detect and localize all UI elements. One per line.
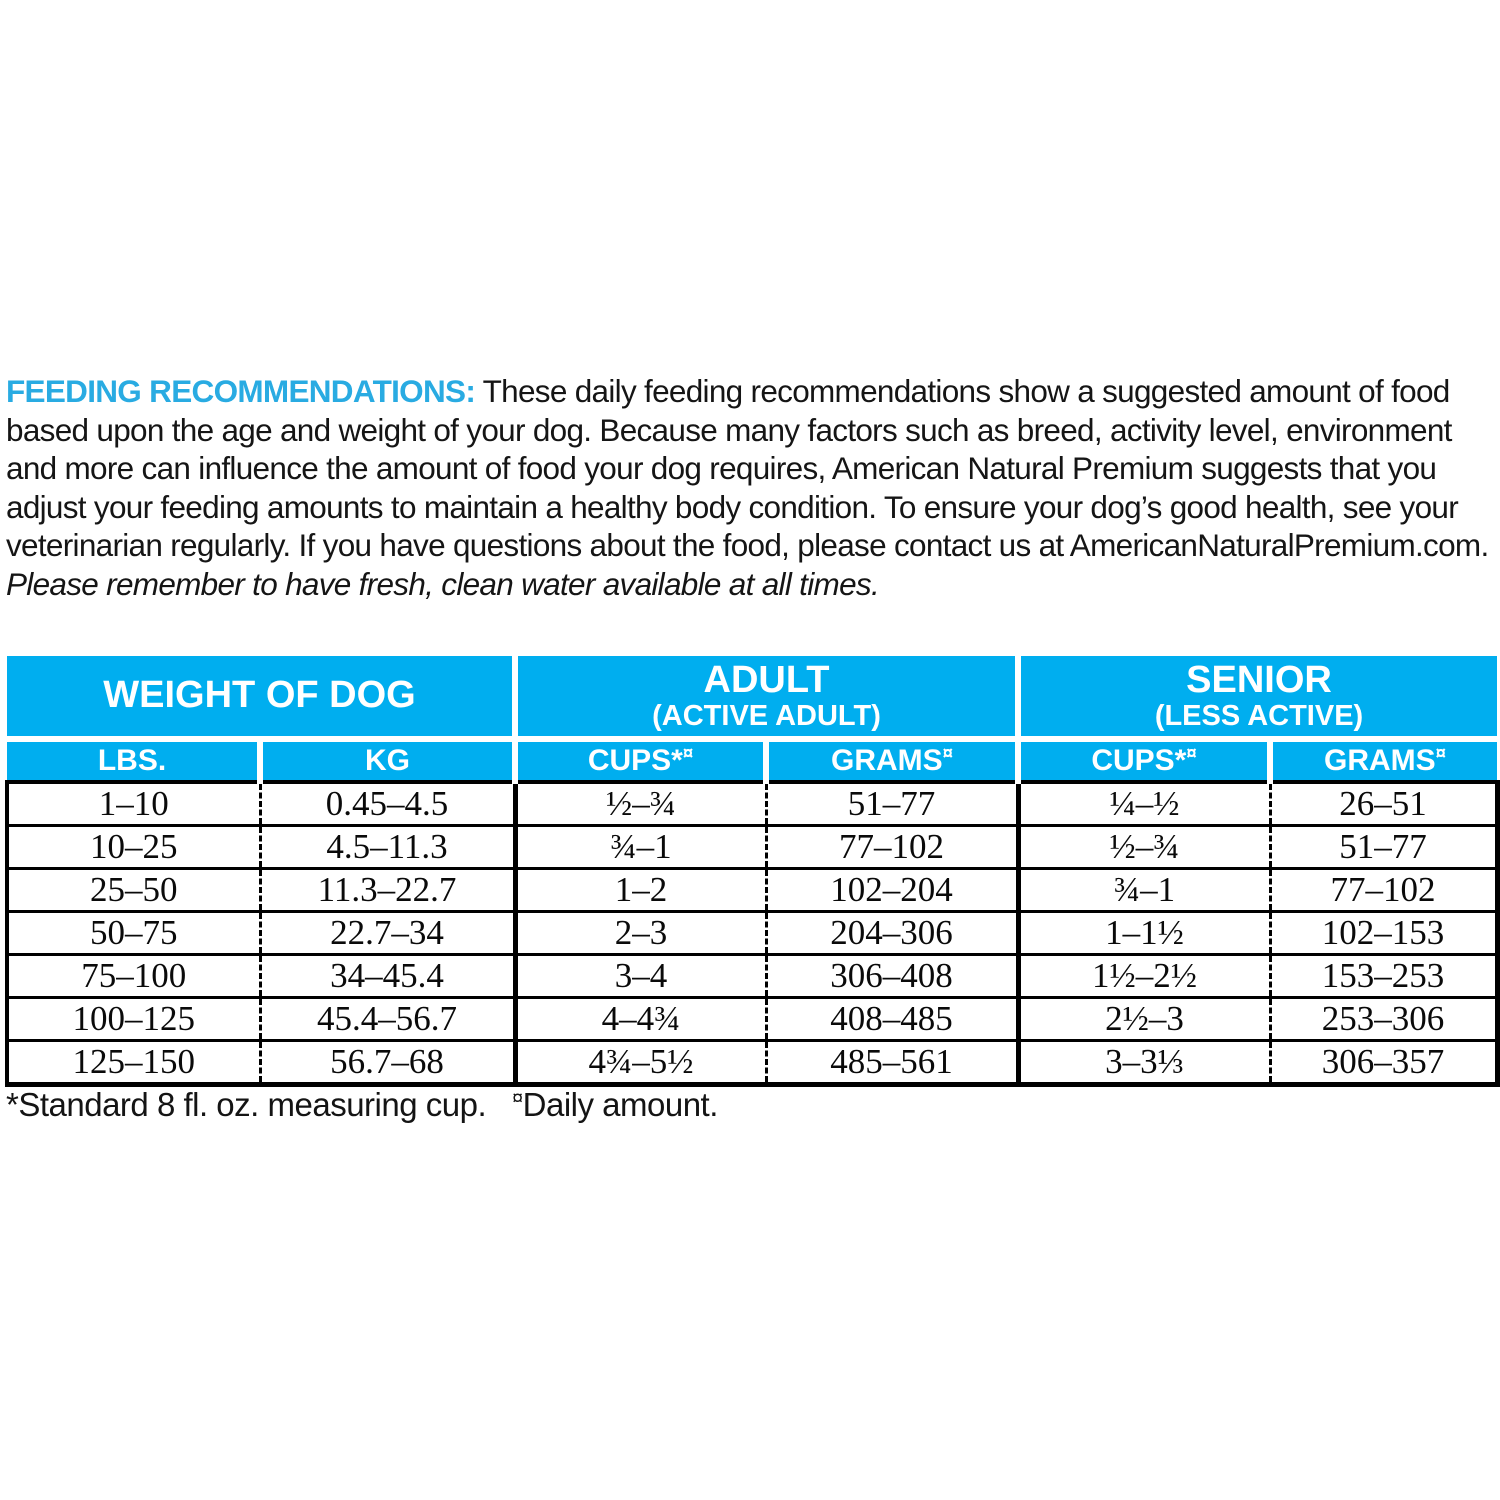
cell-senior-cups: 1½–2½ [1018, 955, 1270, 998]
cell-lbs: 75–100 [7, 955, 260, 998]
cell-lbs: 25–50 [7, 869, 260, 912]
col-header-sup: ¤ [942, 742, 953, 763]
col-header-label: CUPS* [1091, 744, 1187, 777]
cell-senior-grams: 77–102 [1270, 869, 1497, 912]
cell-adult-cups: ¾–1 [515, 826, 766, 869]
col-header-senior-cups [1018, 739, 1270, 782]
cell-senior-grams: 102–153 [1270, 912, 1497, 955]
group-sublabel: (ACTIVE ADULT) [652, 699, 881, 732]
group-sublabel: (LESS ACTIVE) [1154, 699, 1364, 732]
footnote-daily-text: Daily amount. [522, 1086, 718, 1123]
cell-lbs: 125–150 [7, 1041, 260, 1085]
intro-paragraph [6, 372, 1492, 604]
col-header-senior-grams [1270, 739, 1497, 782]
cell-adult-grams: 51–77 [766, 782, 1018, 826]
cell-lbs: 50–75 [7, 912, 260, 955]
cell-adult-cups: 4–4¾ [515, 998, 766, 1041]
col-header-label: KG [365, 744, 410, 777]
col-header-label: CUPS* [587, 744, 683, 777]
cell-kg: 34–45.4 [260, 955, 515, 998]
cell-kg: 11.3–22.7 [260, 869, 515, 912]
intro-italic-note: Please remember to have fresh, clean water available at all times. [6, 565, 879, 602]
cell-senior-grams: 51–77 [1270, 826, 1497, 869]
col-header-sup: ¤ [682, 742, 694, 763]
cell-kg: 0.45–4.5 [260, 782, 515, 826]
cell-adult-cups: ½–¾ [515, 782, 766, 826]
cell-adult-cups: 4¾–5½ [515, 1041, 766, 1085]
group-header-senior [1018, 656, 1497, 739]
feeding-table [5, 656, 1500, 1087]
table-row [7, 998, 1497, 1041]
cell-adult-grams: 102–204 [766, 869, 1018, 912]
table-row [7, 826, 1497, 869]
intro-heading: FEEDING RECOMMENDATIONS: [6, 373, 476, 409]
cell-senior-grams: 306–357 [1270, 1041, 1497, 1085]
feeding-table-body [7, 782, 1497, 1085]
cell-lbs: 100–125 [7, 998, 260, 1041]
table-row [7, 912, 1497, 955]
intro-body-text: These daily feeding recommendations show a suggested amount of food based upon the age and weight of your dog. Because many factors such as breed, activity level, environment and more can influence the amount of food your dog requires, American Natural Premium suggests that you adjust your feeding amounts to maintain a healthy body condition. To ensure your dog’s good health, see your veterinarian regularly. If you have questions about the food, please contact us at AmericanNaturalPremium.com. [6, 373, 1489, 564]
feeding-table-header [7, 656, 1497, 782]
col-header-sup: ¤ [1435, 742, 1447, 763]
cell-senior-cups: 1–1½ [1018, 912, 1270, 955]
cell-senior-cups: ¼–½ [1018, 782, 1270, 826]
footnote-daily-note [512, 1086, 718, 1123]
group-label: SENIOR [1186, 659, 1332, 702]
cell-adult-grams: 77–102 [766, 826, 1018, 869]
group-header-weight-of-dog [7, 656, 515, 739]
cell-kg: 56.7–68 [260, 1041, 515, 1085]
footnote [6, 1086, 718, 1124]
col-header-adult-cups [515, 739, 766, 782]
cell-adult-cups: 3–4 [515, 955, 766, 998]
col-header-label: GRAMS [1324, 744, 1436, 777]
table-row [7, 1041, 1497, 1085]
col-header-sup: ¤ [1186, 742, 1197, 763]
cell-senior-cups: ¾–1 [1018, 869, 1270, 912]
group-header-adult [515, 656, 1018, 739]
group-header-row [7, 656, 1497, 739]
cell-lbs: 10–25 [7, 826, 260, 869]
cell-senior-grams: 253–306 [1270, 998, 1497, 1041]
cell-adult-grams: 306–408 [766, 955, 1018, 998]
footnote-cup-note: *Standard 8 fl. oz. measuring cup. [6, 1086, 487, 1123]
group-label: ADULT [703, 659, 830, 702]
cell-adult-grams: 485–561 [766, 1041, 1018, 1085]
table-row [7, 869, 1497, 912]
col-header-label: GRAMS [830, 744, 943, 777]
cell-senior-cups: 3–3⅓ [1018, 1041, 1270, 1085]
cell-kg: 22.7–34 [260, 912, 515, 955]
cell-lbs: 1–10 [7, 782, 260, 826]
cell-adult-cups: 2–3 [515, 912, 766, 955]
cell-adult-cups: 1–2 [515, 869, 766, 912]
cell-senior-grams: 26–51 [1270, 782, 1497, 826]
cell-senior-cups: ½–¾ [1018, 826, 1270, 869]
col-header-lbs [7, 739, 260, 782]
cell-adult-grams: 408–485 [766, 998, 1018, 1041]
footnote-daily-symbol: ¤ [512, 1087, 523, 1109]
cell-adult-grams: 204–306 [766, 912, 1018, 955]
cell-kg: 4.5–11.3 [260, 826, 515, 869]
table-row [7, 955, 1497, 998]
cell-senior-grams: 153–253 [1270, 955, 1497, 998]
column-header-row [7, 739, 1497, 782]
group-label: WEIGHT OF DOG [103, 674, 416, 717]
col-header-label: LBS. [97, 744, 167, 777]
col-header-kg [260, 739, 515, 782]
cell-senior-cups: 2½–3 [1018, 998, 1270, 1041]
cell-kg: 45.4–56.7 [260, 998, 515, 1041]
col-header-adult-grams [766, 739, 1018, 782]
table-row [7, 782, 1497, 826]
